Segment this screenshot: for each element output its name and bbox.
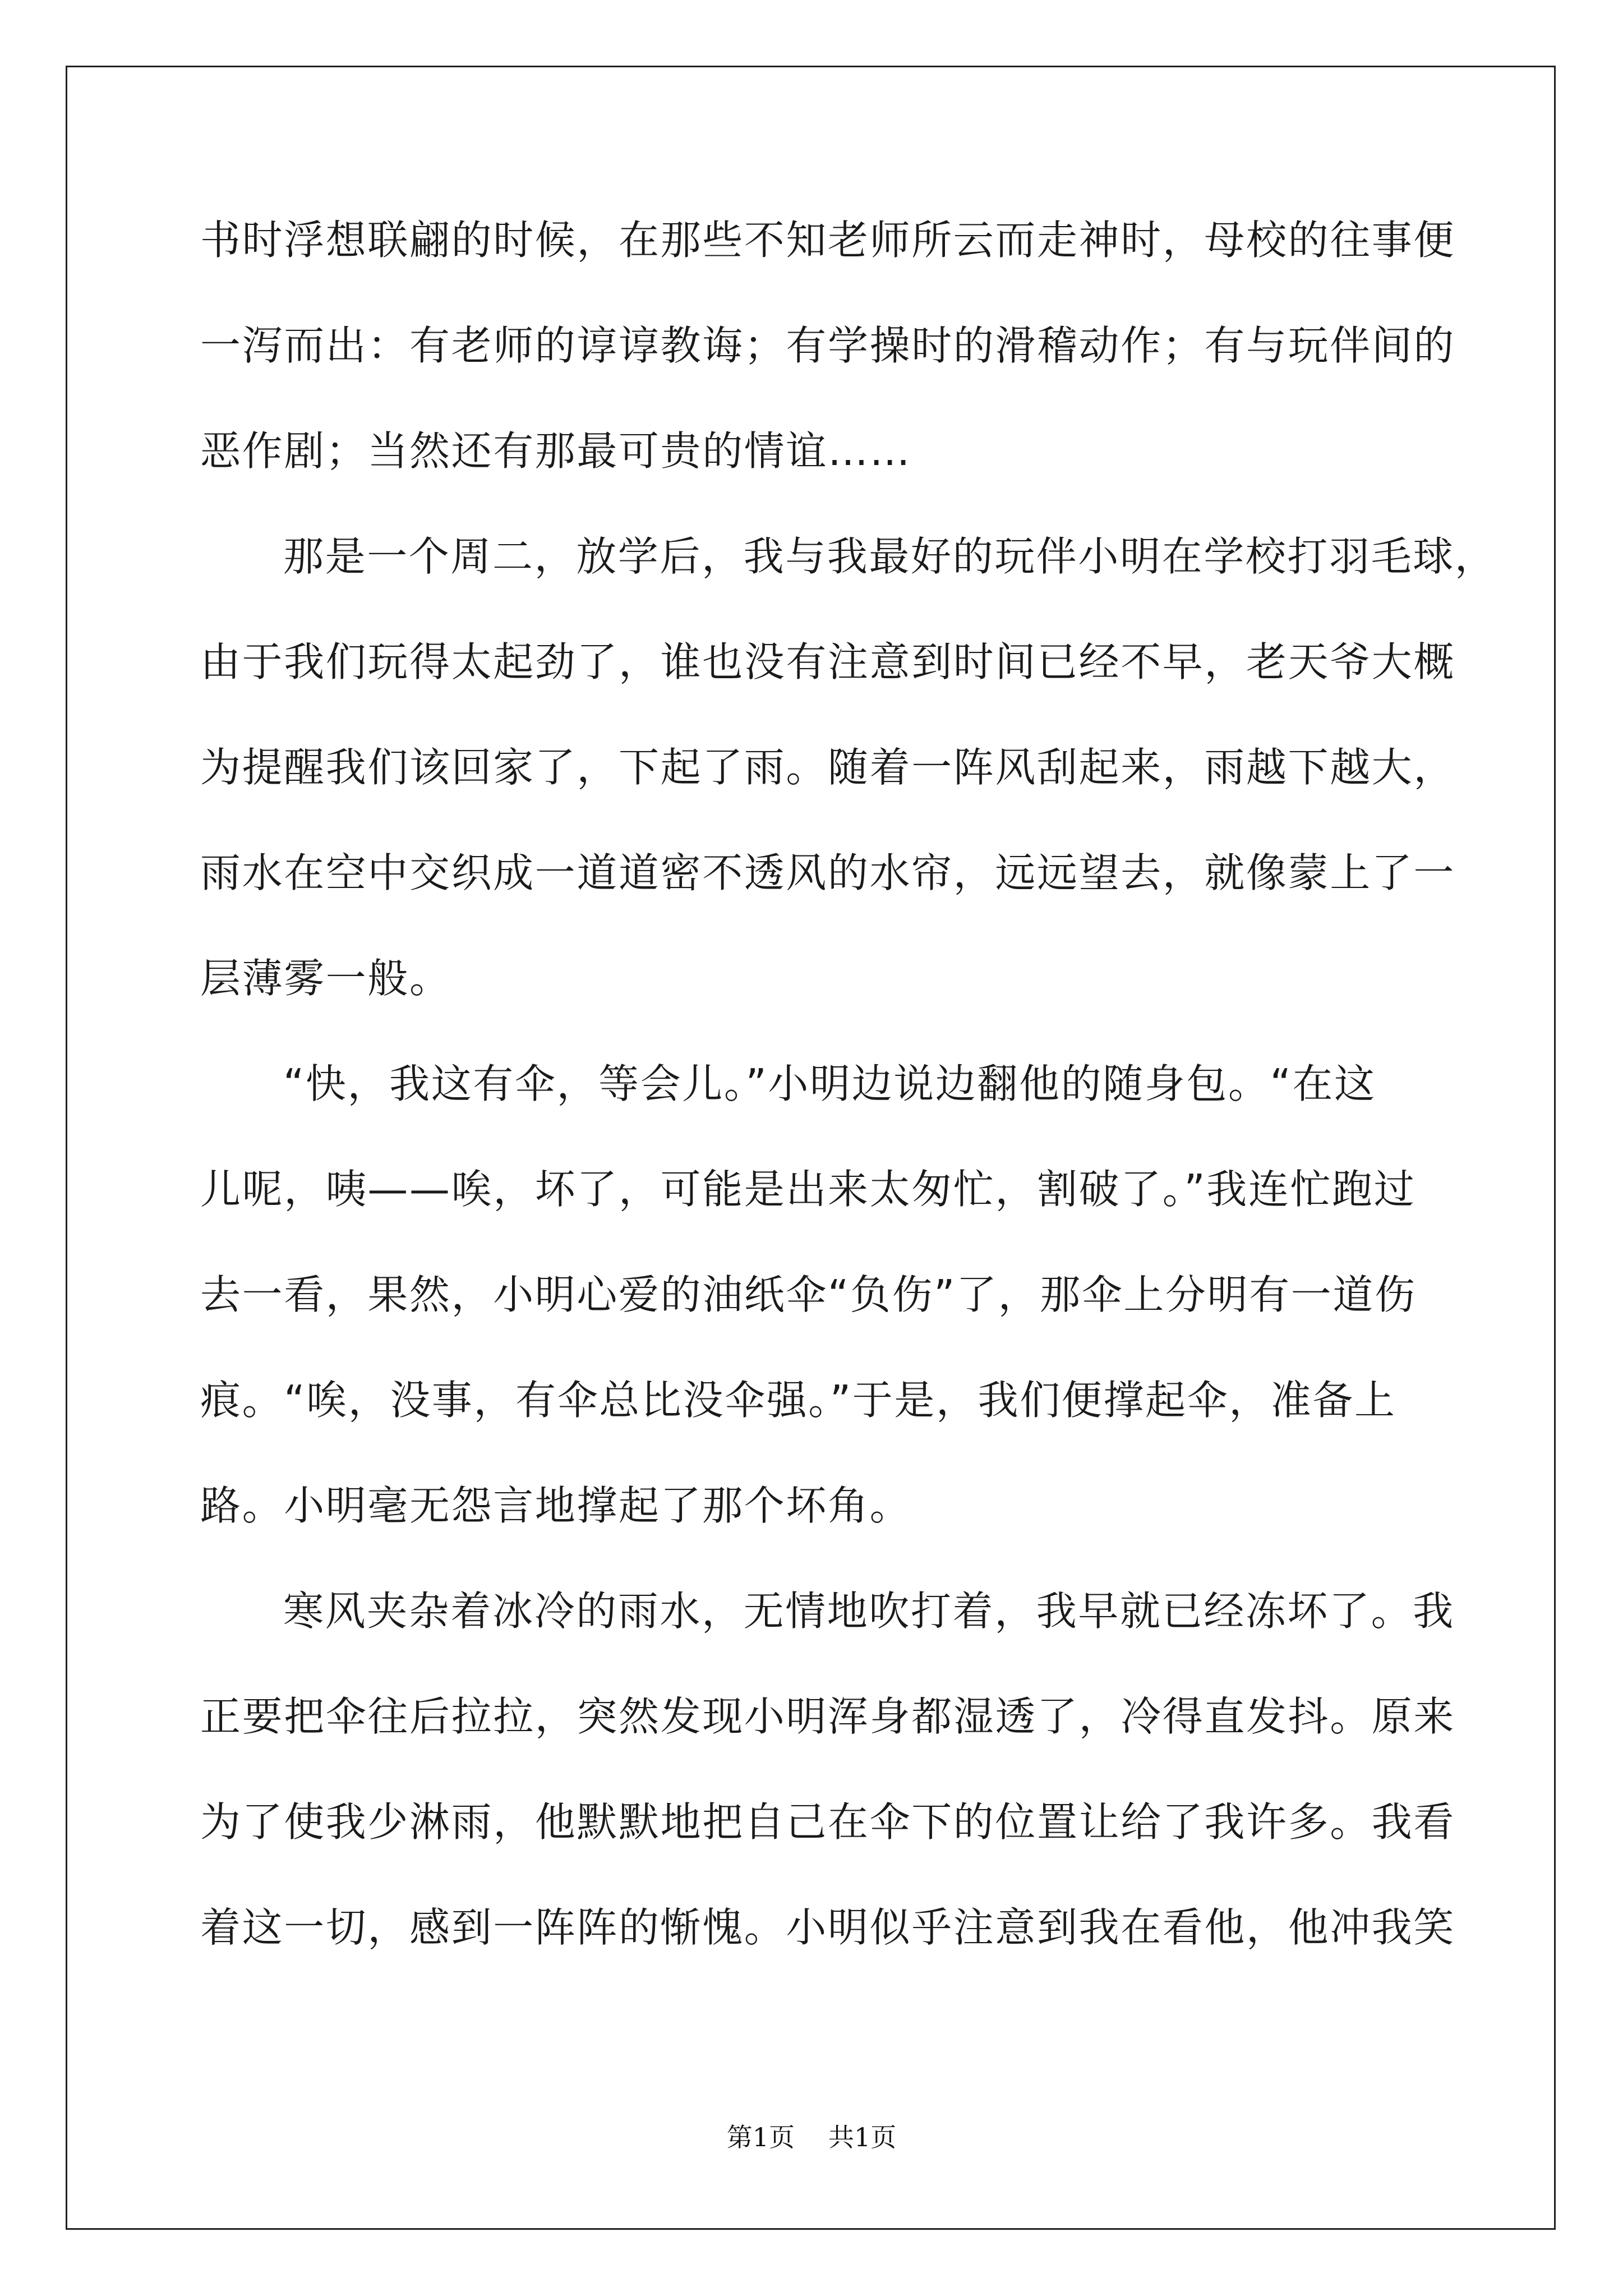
page-number-total: 共1页 [828, 2122, 897, 2152]
text-line: 恶作剧；当然还有那最可贵的情谊…… [200, 427, 912, 475]
text-line: 书时浮想联翩的时候，在那些不知老师所云而走神时，母校的往事便 [200, 217, 1456, 264]
text-line: 层薄雾一般。 [200, 955, 451, 1002]
text-line: 为提醒我们该回家了，下起了雨。随着一阵风刮起来，雨越下越大， [200, 744, 1456, 791]
page-footer [0, 2117, 1623, 2154]
text-line: 痕。“唉，没事，有伞总比没伞强。”于是，我们便撑起伞，准备上 [200, 1377, 1396, 1424]
text-line: 雨水在空中交织成一道道密不透风的水帘，远远望去，就像蒙上了一 [200, 849, 1456, 896]
text-line: 由于我们玩得太起劲了，谁也没有注意到时间已经不早，老天爷大概 [200, 638, 1456, 685]
text-line: 着这一切，感到一阵阵的惭愧。小明似乎注意到我在看他，他冲我笑 [200, 1904, 1456, 1951]
text-line: 儿呢，咦——唉，坏了，可能是出来太匆忙，割破了。”我连忙跑过 [200, 1166, 1416, 1213]
text-line: 正要把伞往后拉拉，突然发现小明浑身都湿透了，冷得直发抖。原来 [200, 1693, 1456, 1740]
text-line: 去一看，果然，小明心爱的油纸伞“负伤”了，那伞上分明有一道伤 [200, 1271, 1417, 1318]
text-line: 一泻而出：有老师的谆谆教诲；有学操时的滑稽动作；有与玩伴间的 [200, 322, 1456, 369]
page-number-current: 第1页 [726, 2122, 795, 2152]
document-body [200, 217, 1497, 2013]
text-line: 那是一个周二，放学后，我与我最好的玩伴小明在学校打羽毛球， [283, 533, 1497, 580]
text-line: 路。小明毫无怨言地撑起了那个坏角。 [200, 1482, 912, 1529]
text-line: “快，我这有伞，等会儿。”小明边说边翻他的随身包。“在这 [283, 1060, 1376, 1107]
text-line: 寒风夹杂着冰冷的雨水，无情地吹打着，我早就已经冻坏了。我 [283, 1588, 1455, 1635]
text-line: 为了使我少淋雨，他默默地把自己在伞下的位置让给了我许多。我看 [200, 1798, 1456, 1846]
